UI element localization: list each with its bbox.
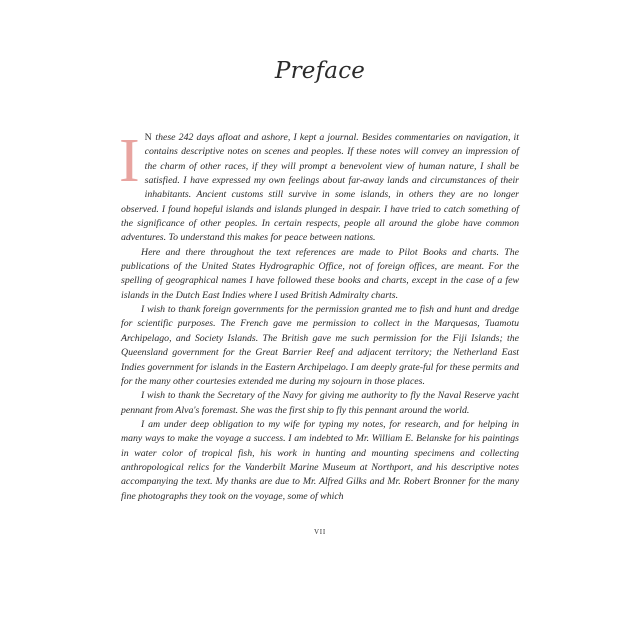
preface-body <box>119 127 519 504</box>
paragraph-3: I wish to thank foreign governments for the permission granted me to fish and hunt and dredge for scientific purposes. The French gave me permission to collect in the Marquesas, Tuamotu Archipelago, and Society Islands. The British gave me such permission for the Fiji Islands; the Queensland government for the Great Barrier Reef and adjacent territory; the Netherland East Indies government for islands in the Eastern Archipelago. I am deeply grate-ful for these permits and for the many other courtesies extended me during my sojourn in those places. <box>121 304 519 387</box>
drop-cap: I <box>119 127 140 195</box>
page-title: Preface <box>274 58 366 84</box>
paragraph-4: I wish to thank the Secretary of the Navy for giving me authority to fly the Naval Reserve yacht pennant from Alva's foremast. She was the first ship to fly this pennant around the world. <box>121 390 519 416</box>
paragraph-2: Here and there throughout the text references are made to Pilot Books and charts. The publications of the United States Hydrographic Office, not of foreign offices, are meant. For the spelling of geographical names I have followed these books and charts, except in the case of a few islands in the Dutch East Indies where I used British Admiralty charts. <box>121 246 519 301</box>
lead-letter: N <box>144 132 153 143</box>
paragraph-1-text: these 242 days afloat and ashore, I kept a journal. Besides commentaries on navigation, it contains descriptive notes on scenes and peoples. If these notes will convey an impression of the charm of other races, if they will prompt a benevolent view of human nature, I shall be satisfied. I have expressed my own feelings about far-away lands and circumstances of their inhabitants. Ancient customs still survive in some islands, in others they are no longer observed. I found hopeful islands and islands plunged in despair. I have tried to catch something of the significance of other peoples. In certain respects, people all around the globe have common adventures. To understand this makes for peace between nations. <box>121 132 519 244</box>
paragraph-1 <box>119 127 519 246</box>
paragraph-5: I am under deep obligation to my wife for typing my notes, for research, and for helping in many ways to make the voyage a success. I am indebted to Mr. William E. Belanske for his paintings in water color of tropical fish, his work in hunting and mounting specimens and collecting anthropological relics for the Vanderbilt Marine Museum at Northport, and his descriptive notes accompanying the text. My thanks are due to Mr. Alfred Gilks and Mr. Robert Bronner for the many fine photographs they took on the voyage, some of which <box>121 418 519 502</box>
page-number: VII <box>313 528 327 536</box>
